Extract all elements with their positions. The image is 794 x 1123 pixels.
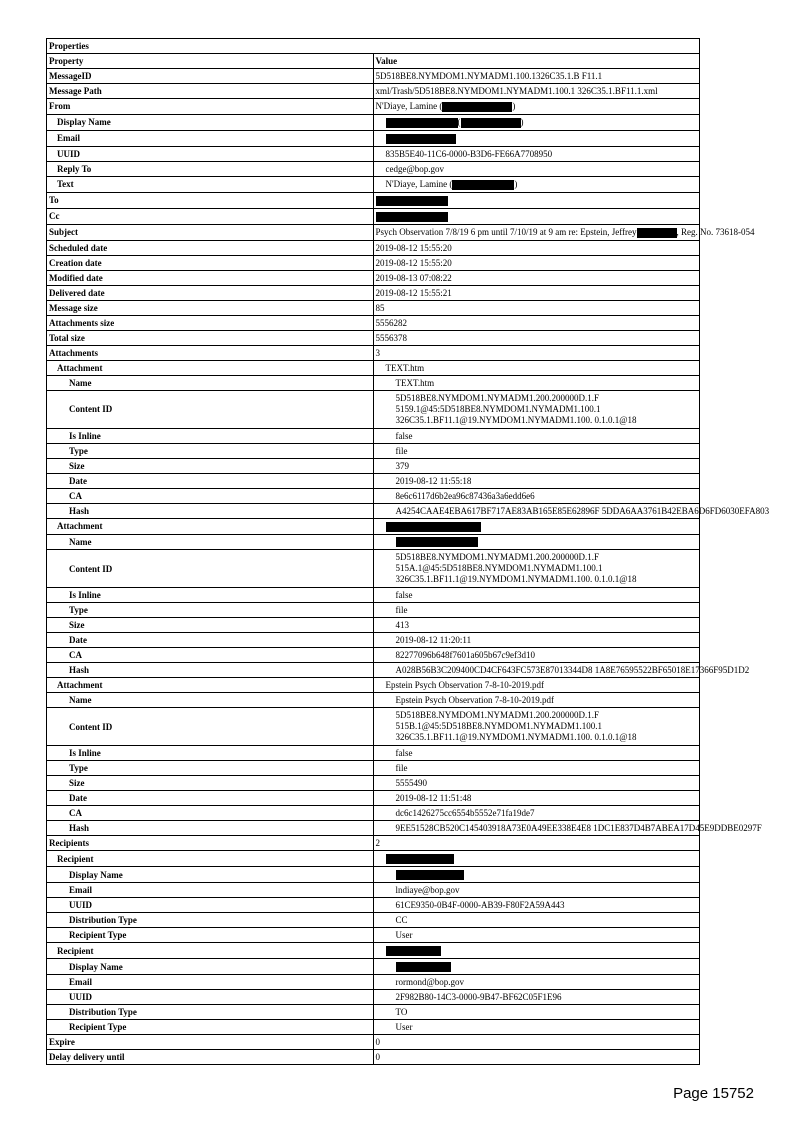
table-row — [47, 488, 700, 503]
redaction-block — [386, 946, 441, 956]
table-row — [47, 503, 700, 518]
property-name: Size — [47, 458, 374, 473]
table-row — [47, 693, 700, 708]
property-value — [373, 208, 700, 224]
table-row — [47, 69, 700, 84]
property-name: Name — [47, 693, 374, 708]
content-id-line: 5D518BE8.NYMDOM1.NYMADM1.200.200000D.1.F — [395, 552, 600, 563]
property-value — [373, 1035, 700, 1050]
value-text: 8e6c6117d6b2ea96c87436a3a6edd6e6 — [395, 490, 535, 501]
property-name: CA — [47, 488, 374, 503]
property-value — [373, 761, 700, 776]
table-row — [47, 518, 700, 534]
table-row — [47, 270, 700, 285]
value-text: 3 — [375, 347, 380, 358]
property-value — [373, 678, 700, 693]
value-text: CC — [395, 915, 408, 926]
header-property: Property — [47, 54, 374, 69]
redaction-block — [396, 962, 451, 972]
property-name: Expire — [47, 1035, 374, 1050]
page-number: Page 15752 — [673, 1085, 754, 1102]
redaction-block — [637, 228, 677, 238]
property-value — [373, 1050, 700, 1065]
property-name: Type — [47, 761, 374, 776]
property-value — [373, 943, 700, 959]
content-id-line: 326C35.1.BF11.1@19.NYMDOM1.NYMADM1.100. 0.1.0.1@18 — [395, 574, 637, 585]
table-row — [47, 588, 700, 603]
redaction-block — [396, 870, 464, 880]
redaction-block — [452, 180, 514, 190]
table-row — [47, 836, 700, 851]
property-name: CA — [47, 648, 374, 663]
value-text: file — [395, 605, 408, 616]
property-value — [373, 360, 700, 375]
value-text: N'Diaye, Lamine ( — [385, 178, 453, 189]
property-value — [373, 1005, 700, 1020]
property-value — [373, 315, 700, 330]
property-name: Type — [47, 603, 374, 618]
value-text: 2019-08-12 15:55:20 — [375, 242, 452, 253]
redaction-block — [386, 854, 454, 864]
property-name: Cc — [47, 208, 374, 224]
property-name: Display Name — [47, 114, 374, 130]
property-name: UUID — [47, 898, 374, 913]
redaction-block — [386, 118, 458, 128]
table-row — [47, 161, 700, 176]
value-text: 5D518BE8.NYMDOM1.NYMADM1.100.1326C35.1.B F11.1 — [375, 71, 603, 81]
property-name: Reply To — [47, 161, 374, 176]
property-value — [373, 898, 700, 913]
property-name: Name — [47, 375, 374, 390]
property-value — [373, 883, 700, 898]
property-value — [373, 588, 700, 603]
value-text: TO — [395, 1007, 408, 1018]
property-name: Email — [47, 975, 374, 990]
table-row — [47, 913, 700, 928]
property-value — [373, 161, 700, 176]
table-row — [47, 943, 700, 959]
table-title-row — [47, 39, 700, 54]
value-text: 2019-08-12 15:55:20 — [375, 257, 452, 268]
value-text: rormond@bop.gov — [395, 977, 465, 988]
property-name: Is Inline — [47, 588, 374, 603]
table-row — [47, 255, 700, 270]
content-id-line: 326C35.1.BF11.1@19.NYMDOM1.NYMADM1.100. 0.1.0.1@18 — [395, 732, 637, 743]
table-row — [47, 473, 700, 488]
table-row — [47, 550, 700, 588]
table-row — [47, 959, 700, 975]
table-row — [47, 208, 700, 224]
table-row — [47, 285, 700, 300]
table-row — [47, 146, 700, 161]
property-name: Attachment — [47, 360, 374, 375]
value-text: 85 — [375, 302, 385, 313]
value-text: N'Diaye, Lamine ( — [375, 101, 443, 111]
value-text: 5556378 — [375, 332, 407, 343]
property-name: Attachments size — [47, 315, 374, 330]
property-value — [373, 1020, 700, 1035]
value-text: Epstein Psych Observation 7-8-10-2019.pdf — [385, 680, 544, 691]
value-text: 2019-08-13 07:08:22 — [375, 272, 452, 283]
property-name: Creation date — [47, 255, 374, 270]
property-value — [373, 443, 700, 458]
table-row — [47, 240, 700, 255]
content-id-line: 5D518BE8.NYMDOM1.NYMADM1.200.200000D.1.F — [395, 392, 600, 403]
table-row — [47, 130, 700, 146]
property-value — [373, 84, 700, 99]
value-text: false — [395, 590, 413, 601]
table-row — [47, 192, 700, 208]
table-row — [47, 360, 700, 375]
table-row — [47, 330, 700, 345]
property-name: Hash — [47, 821, 374, 836]
property-value — [373, 518, 700, 534]
value-text: false — [395, 748, 413, 759]
property-value — [373, 240, 700, 255]
property-value — [373, 285, 700, 300]
table-row — [47, 534, 700, 550]
content-id-line: 515B.1@45:5D518BE8.NYMDOM1.NYMADM1.100.1 — [395, 721, 603, 732]
value-text: ) — [514, 178, 518, 189]
table-row — [47, 678, 700, 693]
table-row — [47, 224, 700, 240]
value-text: 5555490 — [395, 778, 427, 789]
table-row — [47, 867, 700, 883]
property-value — [373, 913, 700, 928]
table-header-row — [47, 54, 700, 69]
property-value — [373, 192, 700, 208]
table-row — [47, 1005, 700, 1020]
property-name: CA — [47, 806, 374, 821]
value-text: 0 — [375, 1052, 380, 1063]
property-name: Total size — [47, 330, 374, 345]
redaction-block — [376, 212, 448, 222]
property-name: Recipient Type — [47, 1020, 374, 1035]
value-text: 2 — [375, 838, 380, 849]
value-text: ) — [520, 116, 524, 127]
table-row — [47, 928, 700, 943]
table-row — [47, 990, 700, 1005]
table-row — [47, 761, 700, 776]
property-name: Recipients — [47, 836, 374, 851]
redaction-block — [442, 102, 512, 112]
redaction-block — [376, 196, 448, 206]
value-text: User — [395, 1022, 413, 1033]
property-value — [373, 928, 700, 943]
value-text: User — [395, 930, 413, 941]
property-value — [373, 746, 700, 761]
property-value — [373, 663, 750, 678]
value-text: dc6c1426275cc6554b5552e71fa19de7 — [395, 808, 535, 819]
property-name: Attachment — [47, 518, 374, 534]
property-value — [373, 534, 700, 550]
property-value — [373, 270, 700, 285]
property-value — [373, 851, 700, 867]
property-value — [373, 345, 700, 360]
table-row — [47, 428, 700, 443]
value-text: 2019-08-12 15:55:21 — [375, 287, 452, 298]
property-name: Email — [47, 130, 374, 146]
value-text: 5556282 — [375, 317, 407, 328]
content-id-line: 5159.1@45:5D518BE8.NYMDOM1.NYMADM1.100.1 — [395, 403, 601, 414]
property-name: Size — [47, 776, 374, 791]
property-name: Content ID — [47, 708, 374, 746]
table-row — [47, 375, 700, 390]
table-row — [47, 851, 700, 867]
value-text: , Reg. No. 73618-054 — [676, 226, 755, 237]
property-value — [373, 633, 700, 648]
property-value — [373, 975, 700, 990]
property-value — [373, 473, 700, 488]
property-name: Scheduled date — [47, 240, 374, 255]
property-value — [373, 959, 700, 975]
property-name: Content ID — [47, 550, 374, 588]
property-name: Display Name — [47, 959, 374, 975]
property-name: Recipient — [47, 851, 374, 867]
value-text: 2019-08-12 11:55:18 — [395, 475, 472, 486]
property-name: Distribution Type — [47, 1005, 374, 1020]
value-text: false — [395, 430, 413, 441]
property-value — [373, 791, 700, 806]
property-value — [373, 821, 762, 836]
property-value — [373, 224, 755, 240]
property-value — [373, 836, 700, 851]
property-name: Delay delivery until — [47, 1050, 374, 1065]
property-value — [373, 130, 700, 146]
value-text: 0 — [375, 1037, 380, 1048]
properties-table — [46, 38, 770, 1065]
property-name: From — [47, 99, 374, 115]
table-row — [47, 898, 700, 913]
content-id-line: 515A.1@45:5D518BE8.NYMDOM1.NYMADM1.100.1 — [395, 563, 603, 574]
redaction-block — [461, 118, 521, 128]
property-value — [373, 603, 700, 618]
table-row — [47, 708, 700, 746]
property-value — [373, 375, 700, 390]
table-row — [47, 791, 700, 806]
table-title: Properties — [47, 39, 700, 54]
property-name: To — [47, 192, 374, 208]
table-row — [47, 176, 700, 192]
value-text: file — [395, 445, 408, 456]
redaction-block — [386, 134, 456, 144]
value-text: ( — [457, 116, 461, 127]
value-text: lndiaye@bop.gov — [395, 885, 460, 896]
property-name: UUID — [47, 146, 374, 161]
property-name: Recipient — [47, 943, 374, 959]
value-text: Psych Observation 7/8/19 6 pm until 7/10/19 at 9 am re: Epstein, Jeffrey — [375, 226, 637, 237]
properties-body — [47, 39, 770, 1065]
property-value — [373, 255, 700, 270]
property-value — [373, 867, 700, 883]
property-name: Hash — [47, 663, 374, 678]
property-name: Date — [47, 473, 374, 488]
property-name: Email — [47, 883, 374, 898]
property-name: Subject — [47, 224, 374, 240]
value-text: 379 — [395, 460, 409, 471]
property-value — [373, 99, 700, 115]
table-row — [47, 806, 700, 821]
property-value — [373, 69, 700, 84]
property-value — [373, 390, 700, 428]
property-value — [373, 648, 700, 663]
property-value — [373, 146, 700, 161]
property-name: Is Inline — [47, 428, 374, 443]
property-value — [373, 806, 700, 821]
value-text: ) — [512, 101, 516, 111]
value-text: TEXT.htm — [395, 377, 435, 388]
property-name: MessageID — [47, 69, 374, 84]
table-row — [47, 975, 700, 990]
table-row — [47, 443, 700, 458]
value-text: xml/Trash/5D518BE8.NYMDOM1.NYMADM1.100.1 326C35.1.BF11.1.xml — [375, 86, 658, 96]
property-name: Recipient Type — [47, 928, 374, 943]
property-value — [373, 488, 700, 503]
property-value — [373, 428, 700, 443]
value-text: TEXT.htm — [385, 362, 425, 373]
redaction-block — [396, 537, 478, 547]
table-row — [47, 1050, 700, 1065]
table-row — [47, 114, 700, 130]
property-value — [373, 176, 700, 192]
property-name: Size — [47, 618, 374, 633]
property-name: Attachment — [47, 678, 374, 693]
value-text: 413 — [395, 620, 409, 631]
property-value — [373, 503, 770, 518]
property-name: Date — [47, 633, 374, 648]
property-value — [373, 114, 700, 130]
property-value — [373, 300, 700, 315]
table-row — [47, 603, 700, 618]
value-text: Epstein Psych Observation 7-8-10-2019.pdf — [395, 695, 554, 706]
value-text: A4254CAAE4EBA617BF717AE83AB165E85E62896F 5DDA6AA3761B42EBA6D6FD6030EFA803 — [395, 505, 770, 516]
table-row — [47, 776, 700, 791]
property-name: Date — [47, 791, 374, 806]
table-row — [47, 618, 700, 633]
value-text: 2019-08-12 11:20:11 — [395, 635, 472, 646]
property-name: Type — [47, 443, 374, 458]
table-row — [47, 315, 700, 330]
value-text: 61CE9350-0B4F-0000-AB39-F80F2A59A443 — [395, 900, 565, 911]
redaction-block — [386, 522, 481, 532]
value-text: 2F982B80-14C3-0000-9B47-BF62C05F1E96 — [395, 992, 562, 1003]
property-name: Name — [47, 534, 374, 550]
value-text: A028B56B3C209400CD4CF643FC573E87013344D8 1A8E76595522BF65018E17366F95D1D2 — [395, 665, 750, 676]
property-value — [373, 550, 700, 588]
property-name: Distribution Type — [47, 913, 374, 928]
property-name: Message Path — [47, 84, 374, 99]
table-row — [47, 99, 700, 115]
table-row — [47, 1020, 700, 1035]
property-value — [373, 618, 700, 633]
content-id-line: 5D518BE8.NYMDOM1.NYMADM1.200.200000D.1.F — [395, 710, 600, 721]
property-name: Is Inline — [47, 746, 374, 761]
property-value — [373, 708, 700, 746]
table-row — [47, 663, 700, 678]
property-name: Attachments — [47, 345, 374, 360]
property-value — [373, 458, 700, 473]
property-name: Content ID — [47, 390, 374, 428]
header-value: Value — [373, 54, 700, 69]
property-name: UUID — [47, 990, 374, 1005]
table-row — [47, 648, 700, 663]
property-value — [373, 990, 700, 1005]
property-value — [373, 330, 700, 345]
table-row — [47, 458, 700, 473]
table-row — [47, 84, 700, 99]
table-row — [47, 821, 700, 836]
value-text: file — [395, 763, 408, 774]
table-row — [47, 300, 700, 315]
property-value — [373, 693, 700, 708]
table-row — [47, 345, 700, 360]
content-id-line: 326C35.1.BF11.1@19.NYMDOM1.NYMADM1.100. 0.1.0.1@18 — [395, 414, 637, 425]
property-name: Delivered date — [47, 285, 374, 300]
value-text: 82277096b648f7601a605b67c9ef3d10 — [395, 650, 535, 661]
property-name: Hash — [47, 503, 374, 518]
value-text: cedge@bop.gov — [385, 163, 445, 174]
property-name: Modified date — [47, 270, 374, 285]
value-text: 9EE51528CB520C145403918A73E0A49EE338E4E8 1DC1E837D4B7ABEA17D45E9DDBE0297F — [395, 823, 762, 834]
table-row — [47, 746, 700, 761]
table-row — [47, 883, 700, 898]
table-row — [47, 390, 700, 428]
property-name: Display Name — [47, 867, 374, 883]
property-value — [373, 776, 700, 791]
table-row — [47, 1035, 700, 1050]
table-row — [47, 633, 700, 648]
property-name: Message size — [47, 300, 374, 315]
property-name: Text — [47, 176, 374, 192]
value-text: 835B5E40-11C6-0000-B3D6-FE66A7708950 — [385, 148, 553, 159]
value-text: 2019-08-12 11:51:48 — [395, 793, 472, 804]
